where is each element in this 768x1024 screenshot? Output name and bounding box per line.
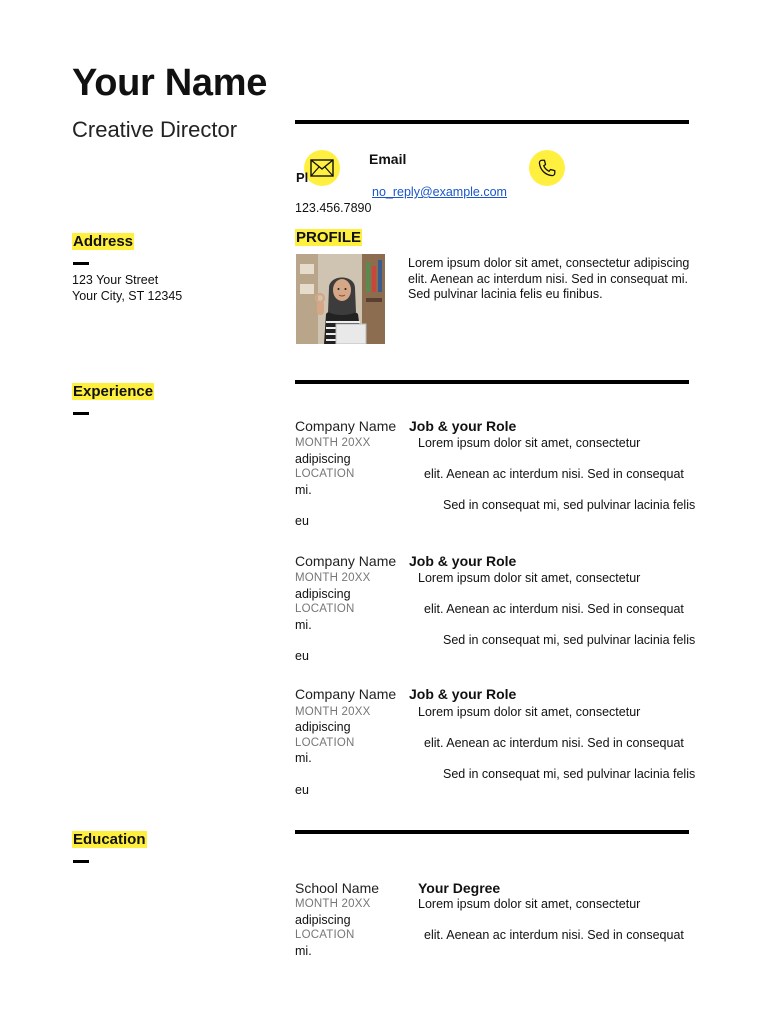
job-desc-wrap-2: mi. [295, 618, 312, 632]
address-heading: Address [73, 233, 134, 250]
job-location: LOCATION [295, 737, 355, 749]
profile-photo [296, 254, 385, 344]
email-label: Email [369, 151, 407, 167]
job-desc-wrap-1: adipiscing [295, 720, 351, 734]
education-desc-wrap-2: mi. [295, 944, 312, 958]
job-desc-wrap-3: eu [295, 514, 309, 528]
job-desc-line-3: Sed in consequat mi, sed pulvinar lacinia felis [443, 767, 696, 781]
job-desc-wrap-2: mi. [295, 751, 312, 765]
job-date: MONTH 20XX [295, 437, 371, 449]
education-desc-wrap-1: adipiscing [295, 913, 351, 927]
education-heading: Education [73, 831, 146, 848]
phone-label: Pl [296, 170, 309, 185]
email-icon-badge [304, 150, 340, 186]
job-desc-line-2: elit. Aenean ac interdum nisi. Sed in consequat [424, 736, 684, 750]
company-name: Company Name [295, 553, 397, 569]
profile-text-line-1: Lorem ipsum dolor sit amet, consectetur adipiscing [408, 256, 690, 270]
education-divider [295, 830, 689, 834]
profile-text-line-2: elit. Aenean ac interdum nisi. Sed in consequat mi. [408, 272, 689, 286]
job-date: MONTH 20XX [295, 706, 371, 718]
job-desc-line-1: Lorem ipsum dolor sit amet, consectetur [418, 436, 641, 450]
degree: Your Degree [418, 880, 501, 896]
education-desc-line-1: Lorem ipsum dolor sit amet, consectetur [418, 897, 641, 911]
experience-dash [73, 412, 89, 415]
address-dash [73, 262, 89, 265]
job-role: Job & your Role [409, 553, 517, 569]
phone-number: 123.456.7890 [295, 201, 372, 215]
job-desc-wrap-3: eu [295, 649, 309, 663]
profile-heading: PROFILE [296, 229, 362, 246]
job-desc-wrap-1: adipiscing [295, 452, 351, 466]
job-desc-wrap-2: mi. [295, 483, 312, 497]
job-desc-wrap-3: eu [295, 783, 309, 797]
job-location: LOCATION [295, 603, 355, 615]
school-name: School Name [295, 880, 380, 896]
envelope-icon [310, 159, 334, 177]
experience-divider [295, 380, 689, 384]
experience-heading: Experience [73, 383, 154, 400]
job-role: Job & your Role [409, 418, 517, 434]
education-location: LOCATION [295, 929, 355, 941]
job-date: MONTH 20XX [295, 572, 371, 584]
education-dash [73, 860, 89, 863]
email-link[interactable]: no_reply@example.com [372, 185, 507, 199]
job-desc-line-2: elit. Aenean ac interdum nisi. Sed in consequat [424, 467, 684, 481]
address-line-1: 123 Your Street [72, 273, 159, 287]
job-desc-line-3: Sed in consequat mi, sed pulvinar lacinia felis [443, 498, 696, 512]
job-desc-line-2: elit. Aenean ac interdum nisi. Sed in consequat [424, 602, 684, 616]
phone-icon-badge [529, 150, 565, 186]
job-desc-wrap-1: adipiscing [295, 587, 351, 601]
address-line-2: Your City, ST 12345 [72, 289, 183, 303]
job-desc-line-1: Lorem ipsum dolor sit amet, consectetur [418, 705, 641, 719]
resume-name: Your Name [72, 62, 268, 104]
job-desc-line-1: Lorem ipsum dolor sit amet, consectetur [418, 571, 641, 585]
job-role: Job & your Role [409, 686, 517, 702]
company-name: Company Name [295, 686, 397, 702]
education-date: MONTH 20XX [295, 898, 371, 910]
job-desc-line-3: Sed in consequat mi, sed pulvinar lacinia felis [443, 633, 696, 647]
job-title: Creative Director [72, 117, 238, 142]
phone-icon [536, 157, 558, 179]
company-name: Company Name [295, 418, 397, 434]
top-divider [295, 120, 689, 124]
education-desc-line-2: elit. Aenean ac interdum nisi. Sed in consequat [424, 928, 684, 942]
profile-text-line-3: Sed pulvinar lacinia felis eu finibus. [408, 287, 603, 301]
job-location: LOCATION [295, 468, 355, 480]
